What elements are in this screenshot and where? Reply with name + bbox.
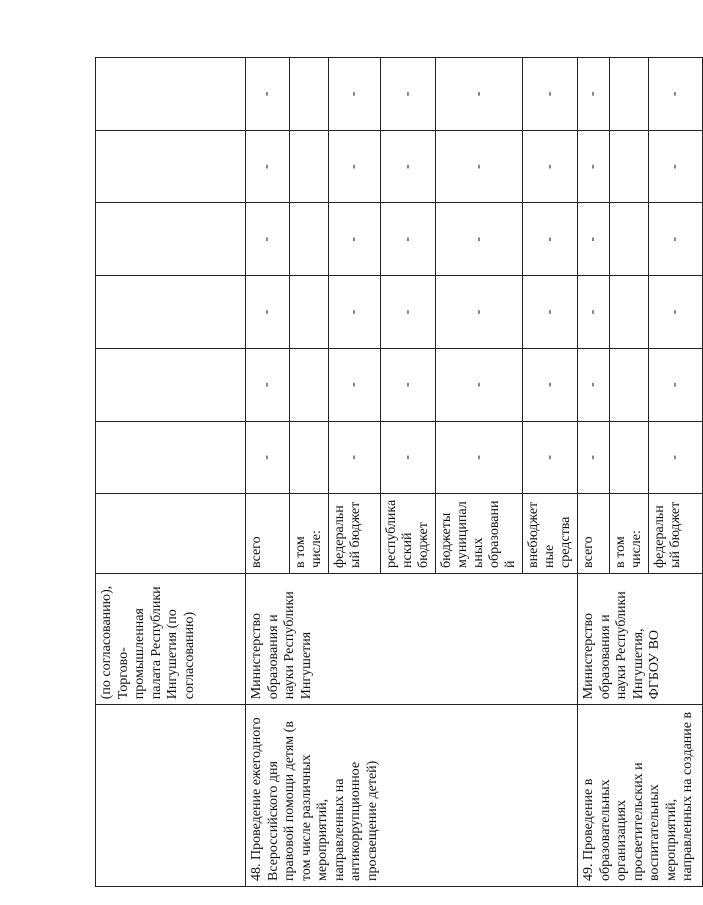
- value-cell: [610, 130, 649, 203]
- budget-cell: республиканский бюджет: [381, 494, 436, 574]
- value-cell: -: [649, 58, 703, 131]
- value-cell: -: [381, 348, 436, 421]
- value-cell: [610, 348, 649, 421]
- table-row: [246, 58, 290, 887]
- value-cell: [96, 130, 246, 203]
- value-cell: -: [578, 348, 610, 421]
- value-cell: [290, 421, 329, 494]
- value-cell: -: [436, 203, 523, 276]
- budget-cell: в том числе:: [610, 494, 649, 574]
- budget-cell: внебюджетные средства: [523, 494, 578, 574]
- value-cell: -: [246, 421, 290, 494]
- value-cell: -: [436, 421, 523, 494]
- value-cell: -: [246, 203, 290, 276]
- value-cell: [610, 276, 649, 349]
- budget-cell: всего: [246, 494, 290, 574]
- budget-cell: всего: [578, 494, 610, 574]
- value-cell: [96, 203, 246, 276]
- budget-cell: [96, 494, 246, 574]
- budget-cell: федеральный бюджет: [329, 494, 381, 574]
- value-cell: -: [523, 348, 578, 421]
- value-cell: -: [523, 203, 578, 276]
- value-cell: -: [246, 130, 290, 203]
- value-cell: -: [578, 203, 610, 276]
- value-cell: -: [523, 58, 578, 131]
- value-cell: -: [649, 421, 703, 494]
- event-cell: 49. Проведение в образовательных организациях просветительских и воспитательных мероприятий, направленных на создание в: [578, 705, 703, 887]
- value-cell: -: [578, 130, 610, 203]
- event-cell: [96, 705, 246, 887]
- value-cell: [96, 276, 246, 349]
- table-body: [96, 58, 703, 887]
- value-cell: [96, 58, 246, 131]
- value-cell: -: [649, 276, 703, 349]
- value-cell: -: [436, 58, 523, 131]
- table-row: [578, 58, 610, 887]
- rotated-table-page: [95, 57, 695, 887]
- value-cell: -: [381, 421, 436, 494]
- value-cell: [96, 348, 246, 421]
- value-cell: -: [578, 58, 610, 131]
- value-cell: -: [329, 421, 381, 494]
- value-cell: -: [246, 348, 290, 421]
- value-cell: -: [329, 276, 381, 349]
- executor-cell: Министерство образования и науки Республики Ингушетия, ФГБОУ ВО: [578, 573, 703, 704]
- value-cell: [290, 58, 329, 131]
- budget-cell: федеральный бюджет: [649, 494, 703, 574]
- value-cell: -: [436, 348, 523, 421]
- value-cell: -: [649, 348, 703, 421]
- value-cell: [290, 130, 329, 203]
- value-cell: -: [649, 203, 703, 276]
- value-cell: [610, 203, 649, 276]
- budget-cell: в том числе:: [290, 494, 329, 574]
- value-cell: -: [246, 276, 290, 349]
- value-cell: [290, 348, 329, 421]
- value-cell: -: [436, 276, 523, 349]
- value-cell: -: [523, 421, 578, 494]
- value-cell: [96, 421, 246, 494]
- value-cell: [610, 58, 649, 131]
- table-row: [96, 58, 246, 887]
- value-cell: -: [523, 276, 578, 349]
- value-cell: -: [436, 130, 523, 203]
- value-cell: -: [381, 276, 436, 349]
- value-cell: -: [381, 58, 436, 131]
- value-cell: -: [329, 130, 381, 203]
- executor-cell: (по согласованию), Торгово-промышленная палата Республики Ингушетия (по согласованию): [96, 573, 246, 704]
- value-cell: -: [381, 203, 436, 276]
- value-cell: -: [329, 203, 381, 276]
- value-cell: -: [246, 58, 290, 131]
- value-cell: -: [329, 348, 381, 421]
- value-cell: [290, 276, 329, 349]
- value-cell: -: [329, 58, 381, 131]
- budget-cell: бюджеты муниципальных образований: [436, 494, 523, 574]
- value-cell: [610, 421, 649, 494]
- value-cell: -: [523, 130, 578, 203]
- value-cell: -: [649, 130, 703, 203]
- program-table: [95, 57, 703, 887]
- value-cell: -: [578, 276, 610, 349]
- value-cell: -: [381, 130, 436, 203]
- event-cell: 48. Проведение ежегодного Всероссийского дня правовой помощи детям (в том числе различных мероприятий, направленных на антикоррупционное просвещение детей): [246, 705, 578, 887]
- value-cell: -: [578, 421, 610, 494]
- value-cell: [290, 203, 329, 276]
- executor-cell: Министерство образования и науки Республики Ингушетия: [246, 573, 578, 704]
